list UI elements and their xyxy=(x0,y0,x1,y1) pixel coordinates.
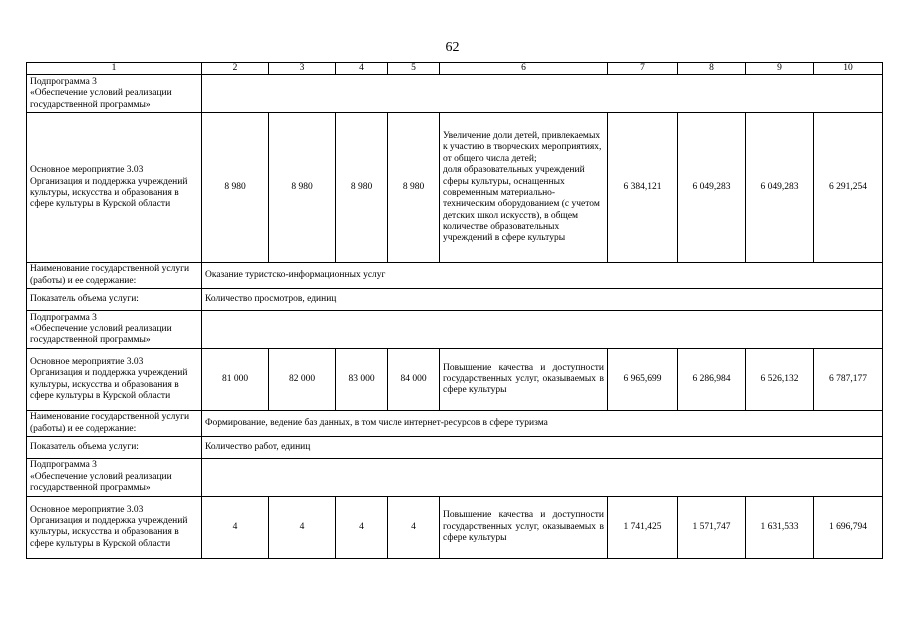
value-cell: 1 571,747 xyxy=(678,496,746,558)
data-table xyxy=(26,62,883,559)
subprogram-row xyxy=(27,458,883,496)
service-row xyxy=(27,263,883,289)
value-cell: 4 xyxy=(269,496,336,558)
value-cell: 6 965,699 xyxy=(608,349,678,411)
value-cell: 6 787,177 xyxy=(814,349,883,411)
service-label: Наименование государственной услуги (работы) и ее содержание: xyxy=(27,263,202,289)
value-cell: 4 xyxy=(388,496,440,558)
value-cell: 81 000 xyxy=(202,349,269,411)
column-header: 2 xyxy=(202,63,269,75)
subprogram-title: Подпрограмма 3 «Обеспечение условий реализации государственной программы» xyxy=(27,458,202,496)
column-header: 6 xyxy=(440,63,608,75)
value-cell: 1 631,533 xyxy=(746,496,814,558)
indicator-label: Показатель объема услуги: xyxy=(27,436,202,458)
empty-cell xyxy=(202,458,883,496)
value-cell: 1 741,425 xyxy=(608,496,678,558)
service-row xyxy=(27,411,883,437)
measure-row xyxy=(27,349,883,411)
page-number: 62 xyxy=(445,40,460,55)
indicator-description: Повышение качества и доступности государственных услуг, оказываемых в сфере культуры xyxy=(440,349,608,411)
value-cell: 8 980 xyxy=(202,113,269,263)
measure-row xyxy=(27,496,883,558)
measure-name: Основное мероприятие 3.03 Организация и поддержка учреждений культуры, искусства и образования в сфере культуры в Курской области xyxy=(27,496,202,558)
subprogram-title: Подпрограмма 3 «Обеспечение условий реализации государственной программы» xyxy=(27,75,202,113)
service-label: Наименование государственной услуги (работы) и ее содержание: xyxy=(27,411,202,437)
column-header: 7 xyxy=(608,63,678,75)
column-number-row xyxy=(27,63,883,75)
value-cell: 4 xyxy=(202,496,269,558)
value-cell: 8 980 xyxy=(336,113,388,263)
indicator-value: Количество работ, единиц xyxy=(202,436,883,458)
measure-name: Основное мероприятие 3.03 Организация и поддержка учреждений культуры, искусства и образования в сфере культуры в Курской области xyxy=(27,113,202,263)
value-cell: 6 286,984 xyxy=(678,349,746,411)
column-header: 4 xyxy=(336,63,388,75)
empty-cell xyxy=(202,311,883,349)
value-cell: 6 049,283 xyxy=(678,113,746,263)
empty-cell xyxy=(202,75,883,113)
column-header: 9 xyxy=(746,63,814,75)
value-cell: 84 000 xyxy=(388,349,440,411)
column-header: 3 xyxy=(269,63,336,75)
value-cell: 6 049,283 xyxy=(746,113,814,263)
value-cell: 82 000 xyxy=(269,349,336,411)
indicator-description: Увеличение доли детей, привлекаемых к участию в творческих мероприятиях, от общего числа детей; доля образовательных учреждений сферы культуры, оснащенных современным материально-техническим оборудованием (с учетом детских школ искусств), в общем количестве образовательных учреждений в сфере культуры xyxy=(440,113,608,263)
indicator-row xyxy=(27,289,883,311)
value-cell: 4 xyxy=(336,496,388,558)
measure-row xyxy=(27,113,883,263)
column-header: 8 xyxy=(678,63,746,75)
value-cell: 8 980 xyxy=(388,113,440,263)
value-cell: 1 696,794 xyxy=(814,496,883,558)
value-cell: 6 526,132 xyxy=(746,349,814,411)
value-cell: 83 000 xyxy=(336,349,388,411)
service-value: Формирование, ведение баз данных, в том числе интернет-ресурсов в сфере туризма xyxy=(202,411,883,437)
column-header: 1 xyxy=(27,63,202,75)
value-cell: 6 291,254 xyxy=(814,113,883,263)
column-header: 5 xyxy=(388,63,440,75)
measure-name: Основное мероприятие 3.03 Организация и поддержка учреждений культуры, искусства и образования в сфере культуры в Курской области xyxy=(27,349,202,411)
indicator-label: Показатель объема услуги: xyxy=(27,289,202,311)
subprogram-title: Подпрограмма 3 «Обеспечение условий реализации государственной программы» xyxy=(27,311,202,349)
value-cell: 8 980 xyxy=(269,113,336,263)
subprogram-row xyxy=(27,311,883,349)
indicator-description: Повышение качества и доступности государственных услуг, оказываемых в сфере культуры xyxy=(440,496,608,558)
indicator-row xyxy=(27,436,883,458)
service-value: Оказание туристско-информационных услуг xyxy=(202,263,883,289)
indicator-value: Количество просмотров, единиц xyxy=(202,289,883,311)
column-header: 10 xyxy=(814,63,883,75)
subprogram-row xyxy=(27,75,883,113)
value-cell: 6 384,121 xyxy=(608,113,678,263)
